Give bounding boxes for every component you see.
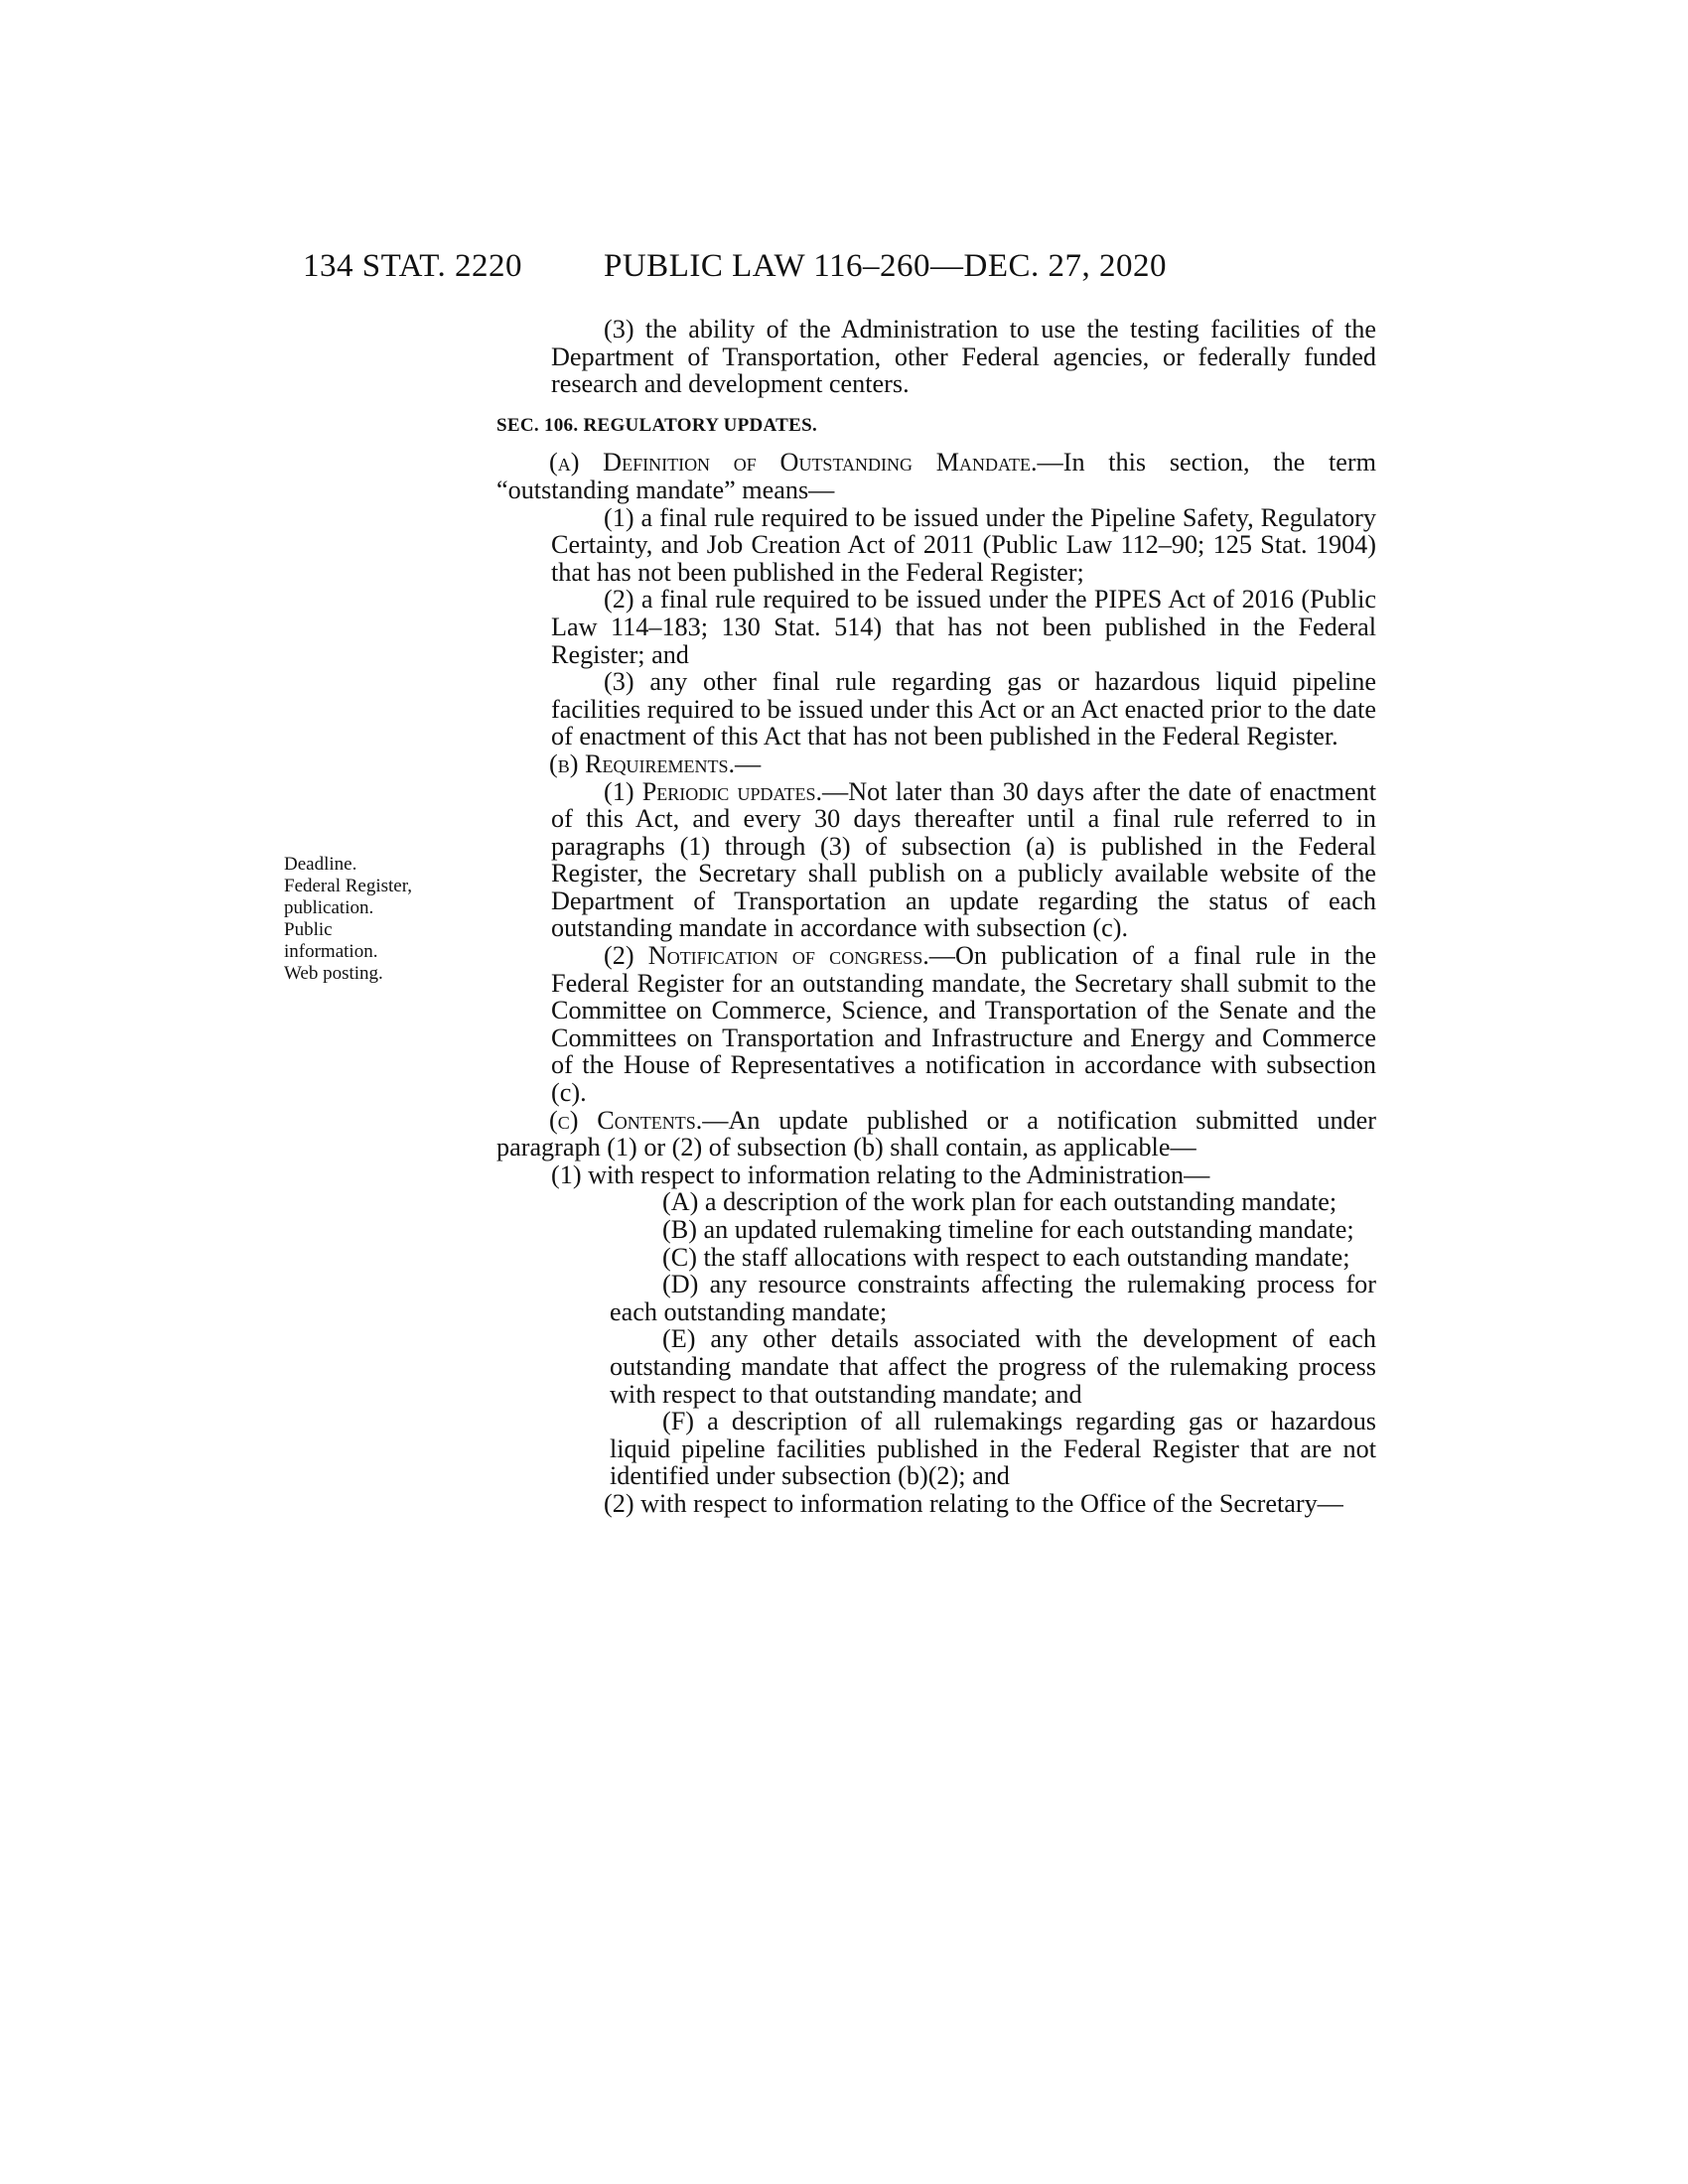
- page-header: [0, 248, 1688, 288]
- subparagraph-c1C: (C) the staff allocations with respect to each outstanding mandate;: [662, 1242, 1350, 1272]
- margin-note-line: Federal Register,: [284, 876, 413, 896]
- subparagraph-c1E: (E) any other details associated with the development of each outstanding mandate that affect the progress of the rulemaking process with respect to that outstanding mandate; and: [610, 1324, 1376, 1409]
- margin-note-line: Deadline.: [284, 854, 357, 875]
- paragraph-a2: (2) a final rule required to be issued under the PIPES Act of 2016 (Public Law 114–183; 130 Stat. 514) that has not been published in the Federal Register; and: [551, 585, 1376, 669]
- statute-body: [496, 316, 1376, 1518]
- margin-note-line: Web posting.: [284, 963, 383, 984]
- subsection-a-text: —In this section, the term “outstanding mandate” means—: [496, 448, 1377, 504]
- paragraph-a3: (3) any other final rule regarding gas or hazardous liquid pipeline facilities required to be issued under this Act or an Act enacted prior to the date of enactment of this Act that has not been published in the Federal Register.: [551, 667, 1376, 751]
- paragraph-b1-heading: (1) Periodic updates.: [604, 776, 823, 806]
- paragraph-a1: (1) a final rule required to be issued under the Pipeline Safety, Regulatory Certainty, and Job Creation Act of 2011 (Public Law 112–90; 125 Stat. 1904) that has not been published in the Federal Register;: [551, 502, 1376, 587]
- paragraph-b1-text: —Not later than 30 days after the date of enactment of this Act, and every 30 days thereafter until a final rule referred to in paragraphs (1) through (3) of subsection (a) is published in the Federal Register, the Secretary shall publish on a publicly available website of the Department of Transportation an update regarding the status of each outstanding mandate in accordance with subsection (c).: [551, 776, 1376, 943]
- subsection-b-heading: (b) Requirements.: [549, 749, 736, 778]
- subsection-b: [496, 751, 1376, 778]
- subsection-a-heading: (a) Definition of Outstanding Mandate.: [549, 448, 1038, 478]
- subsection-c: [496, 1107, 1376, 1161]
- subsection-c-text: —An update published or a notification submitted under paragraph (1) or (2) of subsection (b) shall contain, as applicable—: [496, 1105, 1376, 1162]
- subparagraph-c1B: (B) an updated rulemaking timeline for each outstanding mandate;: [662, 1215, 1354, 1244]
- margin-note-line: publication.: [284, 897, 374, 918]
- paragraph-prev-3: (3) the ability of the Administration to use the testing facilities of the Department of Transportation, other Federal agencies, or federally funded research and development centers.: [551, 315, 1376, 399]
- subsection-a: [496, 449, 1376, 503]
- paragraph-b1: [496, 778, 1376, 943]
- margin-note: [284, 854, 492, 985]
- margin-note-line: Public: [284, 919, 333, 940]
- margin-note-line: information.: [284, 941, 378, 962]
- subsection-b-text: —: [735, 749, 762, 778]
- law-citation: PUBLIC LAW 116–260—DEC. 27, 2020: [604, 248, 1168, 284]
- paragraph-c2: (2) with respect to information relating to the Office of the Secretary—: [604, 1488, 1343, 1518]
- paragraph-b2-heading: (2) Notification of congress.: [604, 941, 929, 971]
- stat-citation: 134 STAT. 2220: [303, 248, 523, 284]
- subparagraph-c1A: (A) a description of the work plan for each outstanding mandate;: [662, 1187, 1337, 1217]
- section-heading: SEC. 106. REGULATORY UPDATES.: [496, 414, 817, 436]
- paragraph-c1: (1) with respect to information relating to the Administration—: [551, 1160, 1210, 1189]
- subsection-c-heading: (c) Contents.: [549, 1105, 703, 1135]
- paragraph-b2-text: —On publication of a final rule in the Federal Register for an outstanding mandate, the Secretary shall submit to the Committee on Commerce, Science, and Transportation of the Senate and the Committees on Transportation and Infrastructure and Energy and Commerce of the House of Representatives a notification in accordance with subsection (c).: [551, 941, 1376, 1108]
- paragraph-b2: [496, 942, 1376, 1107]
- subparagraph-c1D: (D) any resource constraints affecting the rulemaking process for each outstanding mandate;: [610, 1270, 1376, 1326]
- subparagraph-c1F: (F) a description of all rulemakings regarding gas or hazardous liquid pipeline facilities published in the Federal Register that are not identified under subsection (b)(2); and: [610, 1407, 1376, 1491]
